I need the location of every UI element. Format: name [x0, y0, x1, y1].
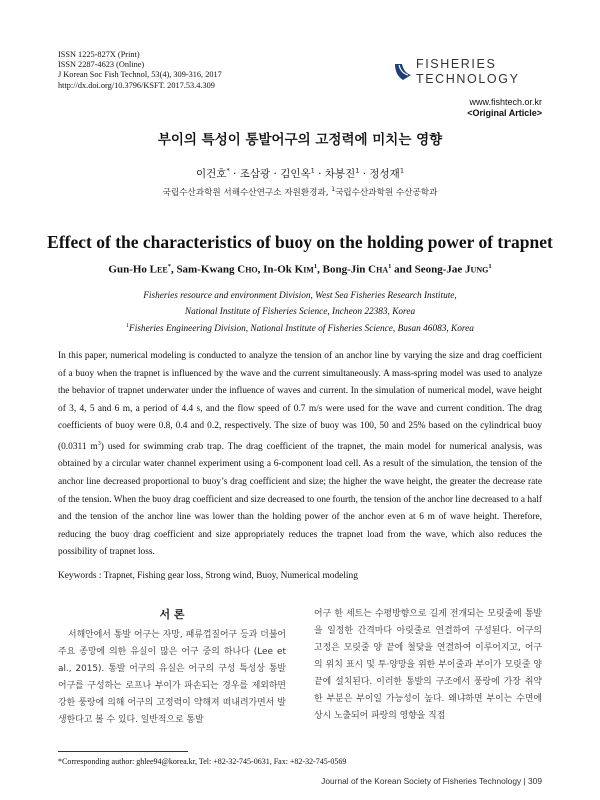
english-author-given: Seong-Jae: [414, 263, 466, 276]
english-title: Effect of the characteristics of buoy on the holding power of trapnet: [47, 232, 553, 252]
korean-affiliation-b: 국립수산과학원 수산공학과: [335, 188, 438, 198]
doi-link[interactable]: http://dx.doi.org/10.3796/KSFT. 2017.53.4.309: [58, 80, 215, 90]
journal-logo: [392, 55, 542, 95]
corresponding-footnote: *Corresponding author: ghlee94@korea.kr, Tel: +82-32-745-0631, Fax: +82-32-745-0569: [58, 757, 347, 766]
english-author-given: Sam-Kwang: [176, 263, 238, 276]
english-authors: [0, 263, 600, 276]
english-affiliation-3: Fisheries Engineering Division, National Institute of Fisheries Science, Busan 46083, Korea: [129, 324, 474, 335]
korean-affiliation-a: 국립수산과학원 서해수산연구소 자원환경과,: [162, 188, 332, 198]
intro-left-text: 서해안에서 통발 어구는 자망, 패류껍질어구 등과 더불어 주요 종망에 의한 유실이 많은 어구 중의 하나다 (Lee et al., 2015). 통발 어구의 유실은 어구의 구성 특성상 통발 어구를 구성하는 로프나 부이가 파손되는 경우를 제외하면 강한 풍랑에 의해 어구의 고정력이 약해져 떠내려가면서 발생한다고 볼 수 있다. 일반적으로 통발: [58, 630, 286, 725]
citation: J Korean Soc Fish Technol, 53(4), 309-316, 2017: [58, 70, 222, 80]
site-info: [467, 97, 542, 119]
english-author-given: In-Ok: [263, 263, 295, 276]
issn-print: ISSN 1225-827X (Print): [58, 50, 140, 59]
intro-right-text: 어구 한 세트는 수평방향으로 길게 전개되는 모릿줄에 통발을 일정한 간격마다 아릿줄로 연결하여 구성된다. 어구의 고정은 모릿줄 양 끝에 철닻을 연결하여 이루어지고, 어구의 위치 표시 및 투·양망을 위한 부이줄과 부이가 모릿줄 양 끝에 설치된다. 이러한 통발의 구조에서 풍랑에 가장 취약한 부분은 부이일 가능성이 높다. 왜냐하면 부이는 수면에 상시 노출되어 파랑의 영향을 직접: [314, 609, 542, 721]
english-author-surname: Cho: [237, 263, 258, 276]
logo-line-2: TECHNOLOGY: [416, 72, 520, 86]
journal-footer: Journal of the Korean Society of Fisheries Technology | 309: [321, 776, 542, 786]
korean-author-sup: *: [226, 166, 230, 175]
korean-affiliation-sup: 1: [331, 186, 336, 194]
keywords: Keywords : Trapnet, Fishing gear loss, Strong wind, Buoy, Numerical modeling: [58, 571, 358, 581]
korean-author-name: 이건호: [196, 168, 227, 180]
english-affiliation-2: National Institute of Fisheries Science, Incheon 22383, Korea: [184, 307, 416, 317]
english-author-given: Bong-Jin: [322, 263, 369, 276]
author-joiner: and: [391, 263, 415, 276]
korean-author-sup: 1: [310, 166, 315, 175]
english-affiliation-1: Fisheries resource and environment Division, West Sea Fisheries Research Institute,: [143, 291, 457, 301]
english-author-sup: 1: [488, 263, 492, 270]
korean-authors: [0, 166, 600, 181]
english-author-surname: Jung: [465, 263, 489, 276]
english-affiliation-3-line: [0, 323, 600, 334]
korean-author-name: 차봉진: [324, 168, 356, 180]
abstract: [58, 348, 542, 562]
intro-heading: 서 론: [159, 608, 185, 621]
author-joiner: ,: [257, 263, 264, 276]
english-author-surname: Kim: [294, 263, 314, 276]
author-joiner: ,: [317, 263, 323, 276]
english-author-sup: 1: [313, 263, 318, 270]
author-separator: ·: [314, 168, 325, 180]
intro-right-column: [314, 606, 542, 725]
english-author-sup: 1: [388, 263, 392, 270]
journal-meta: [58, 50, 222, 91]
abstract-part-1: In this paper, numerical modeling is conducted to analyze the tension of an anchor line by varying the size and drag coefficient of a buoy when the trapnet is influenced by the wave and the current simultaneously. A mass-spring model was used to analyze the behavior of trapnet underwater under the influence of waves and current. In the simulation of numerical model, wave height of 3, 4, 5 and 6 m, a period of 4.4 s, and the flow speed of 0.7 m/s were used for the wave and current condition. The drag coefficients of buoy were 0.8, 0.4 and 0.2, respectively. The size of buoy was 100, 50 and 25% based on the cylindrical buoy (0.0311 m: [58, 351, 542, 452]
issn-online: ISSN 2287-4623 (Online): [58, 60, 145, 70]
korean-author-name: 정성재: [369, 168, 400, 180]
intro-left-column: [58, 627, 286, 729]
author-separator: ·: [270, 168, 281, 180]
author-separator: ·: [359, 168, 370, 180]
author-joiner: ,: [170, 263, 177, 276]
abstract-part-2: ) used for swimming crab trap. The drag coefficient of the trapnet, the main model for numerical analysis, was obtained by a circular water channel experiment using a 6-component load cell. As a result of the simulation, the tension of the anchor line decreased proportional to buoy’s drag coefficient and size; the higher the wave height, the greater the decrease rate of the tension. When the buoy drag coefficient and size decreased to one fourth, the tension of the anchor line decreased to a half and the tension of the anchor line was lower than the holding power of the anchor even at 6 m of wave height. Therefore, reducing the buoy drag coefficient and size appropriately reduces the trapnet load from the wave, which also reduces the possibility of trapnet loss.: [58, 441, 542, 558]
korean-author-sup: 1: [355, 166, 360, 175]
logo-line-1: FISHERIES: [416, 57, 497, 71]
article-type: <Original Article>: [467, 108, 542, 118]
fish-hook-logo-icon: [392, 61, 414, 83]
english-author-sup: *: [167, 263, 171, 270]
korean-author-sup: 1: [399, 166, 404, 175]
english-affiliation-3-sup: 1: [126, 323, 130, 329]
korean-title: 부이의 특성이 통발어구의 고정력에 미치는 영향: [157, 132, 443, 148]
english-author-surname: Lee: [149, 263, 168, 276]
author-separator: ·: [229, 168, 240, 180]
korean-author-name: 조삼광: [239, 168, 271, 180]
site-url[interactable]: www.fishtech.or.kr: [469, 97, 542, 107]
abstract-superscript: 3: [97, 440, 101, 447]
footnote-rule: [58, 751, 188, 752]
english-author-given: Gun-Ho: [108, 263, 150, 276]
english-author-surname: Cha: [368, 263, 389, 276]
korean-author-name: 김인옥: [280, 168, 311, 180]
korean-affiliations: [0, 186, 600, 198]
